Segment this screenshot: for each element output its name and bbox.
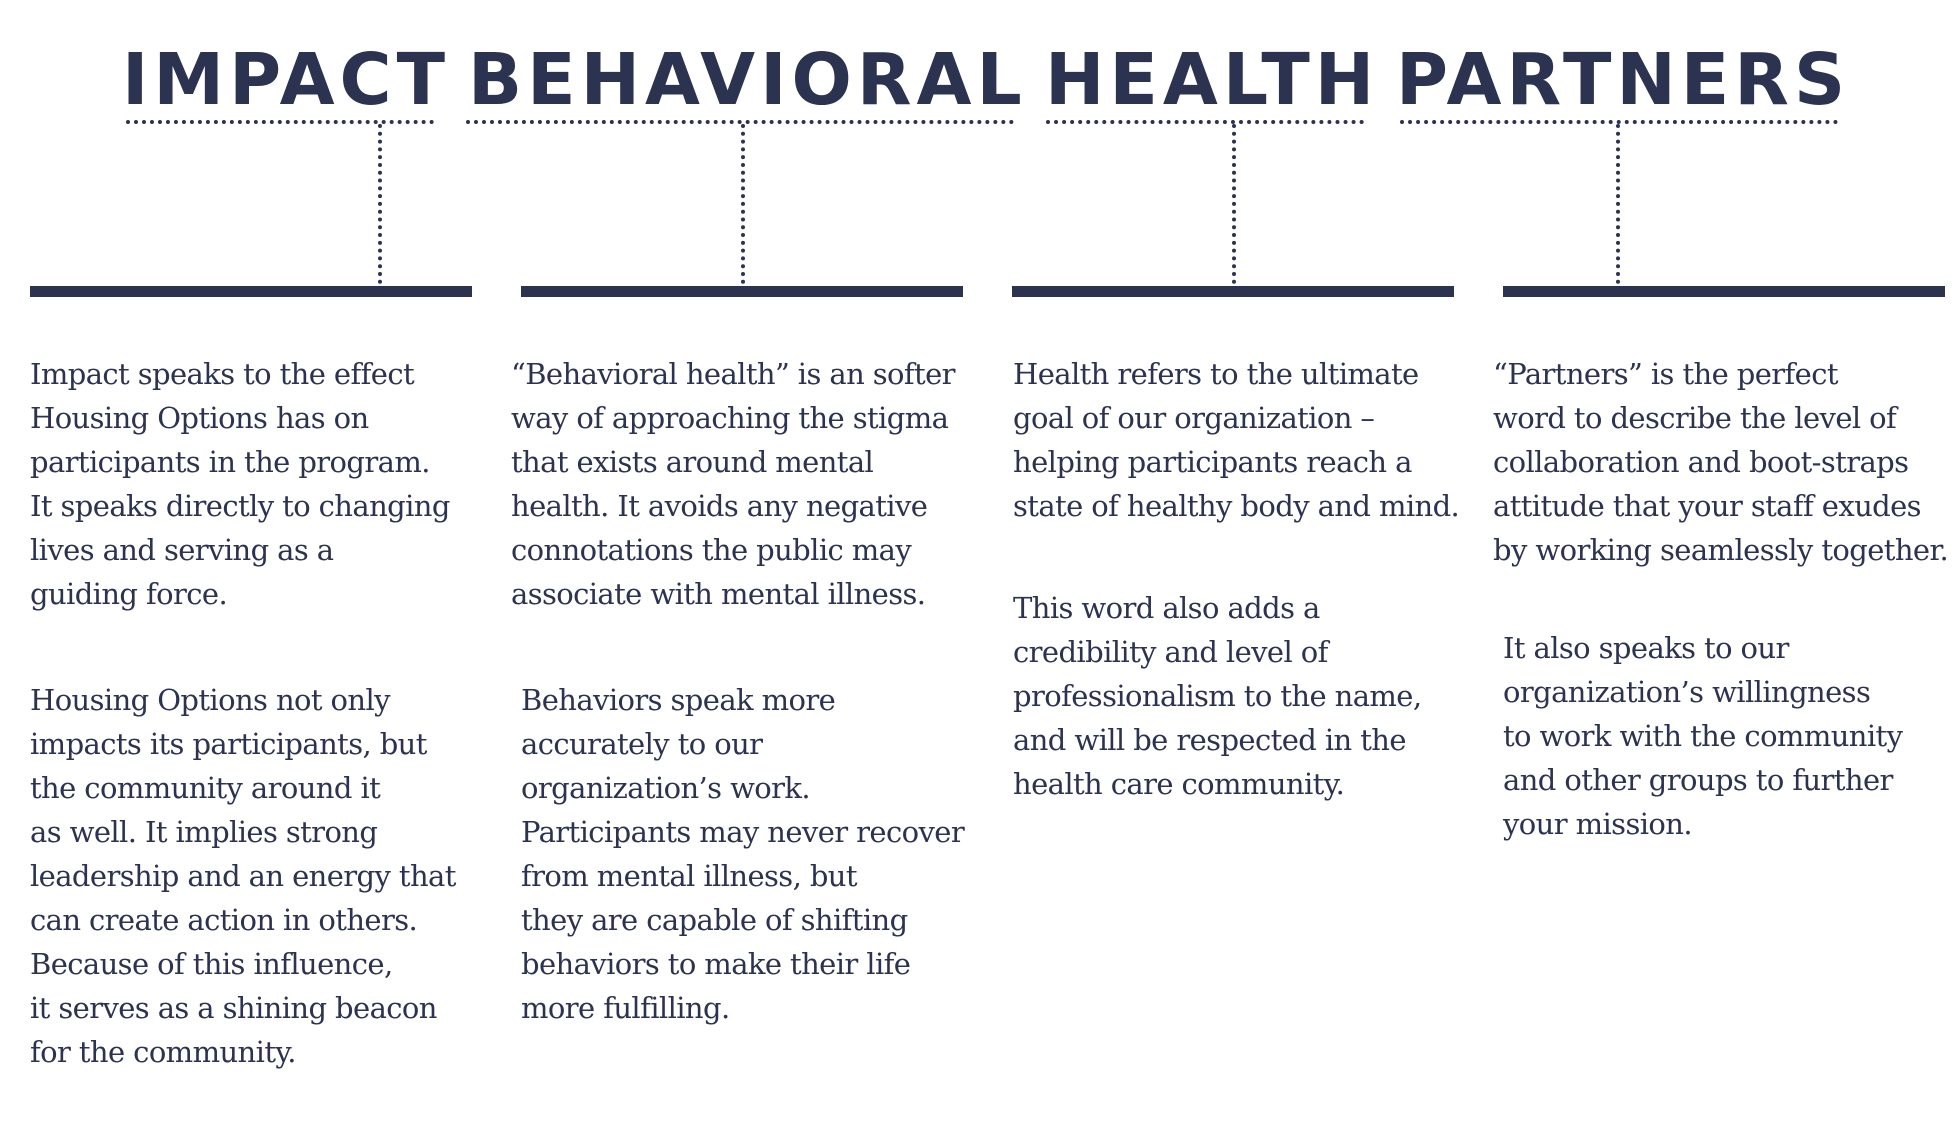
- column-partners: [1493, 352, 1960, 908]
- title-underline-behavioral: [466, 120, 1014, 124]
- title-word-impact: IMPACT: [122, 38, 451, 121]
- column-bar-partners: [1503, 286, 1945, 297]
- column-paragraph: Impact speaks to the effect Housing Options has on participants in the program. It speaks directly to changing lives and serving as a guiding force.: [30, 357, 450, 611]
- column-bar-health: [1012, 286, 1454, 297]
- column-paragraph: “Partners” is the perfect word to describe the level of collaboration and boot-straps attitude that your staff exudes by working seamlessly together.: [1493, 357, 1949, 567]
- title-underline-health: [1046, 120, 1364, 124]
- column-bar-behavioral: [521, 286, 963, 297]
- column-health: [1013, 352, 1483, 868]
- column-paragraph: “Behavioral health” is an softer way of approaching the stigma that exists around mental health. It avoids any negative connotations the public may associate with mental illness.: [511, 357, 955, 611]
- connector-impact: [378, 124, 382, 284]
- column-behavioral: [511, 352, 981, 1092]
- title-word-partners: PARTNERS: [1396, 38, 1851, 121]
- column-paragraph: Behaviors speak more accurately to our organization’s work. Participants may never recover from mental illness, but they are capable of shifting behaviors to make their life more fulfilling.: [521, 683, 965, 1025]
- column-paragraph: It also speaks to our organization’s willingness to work with the community and other groups to further your mission.: [1503, 631, 1903, 841]
- column-paragraph: This word also adds a credibility and level of professionalism to the name, and will be respected in the health care community.: [1013, 591, 1422, 801]
- connector-behavioral: [741, 124, 745, 284]
- column-bar-impact: [30, 286, 472, 297]
- column-impact: [30, 352, 500, 1136]
- connector-partners: [1616, 124, 1620, 284]
- title-word-health: HEALTH: [1045, 38, 1380, 121]
- column-paragraph: Health refers to the ultimate goal of our organization – helping participants reach a state of healthy body and mind.: [1013, 357, 1460, 523]
- title-word-behavioral: BEHAVIORAL: [468, 38, 1027, 121]
- column-paragraph: Housing Options not only impacts its participants, but the community around it as well. It implies strong leadership and an energy that can create action in others. Because of this influence, it serves as a shining beacon for the community.: [30, 683, 456, 1069]
- title-underline-impact: [126, 120, 434, 124]
- connector-health: [1232, 124, 1236, 284]
